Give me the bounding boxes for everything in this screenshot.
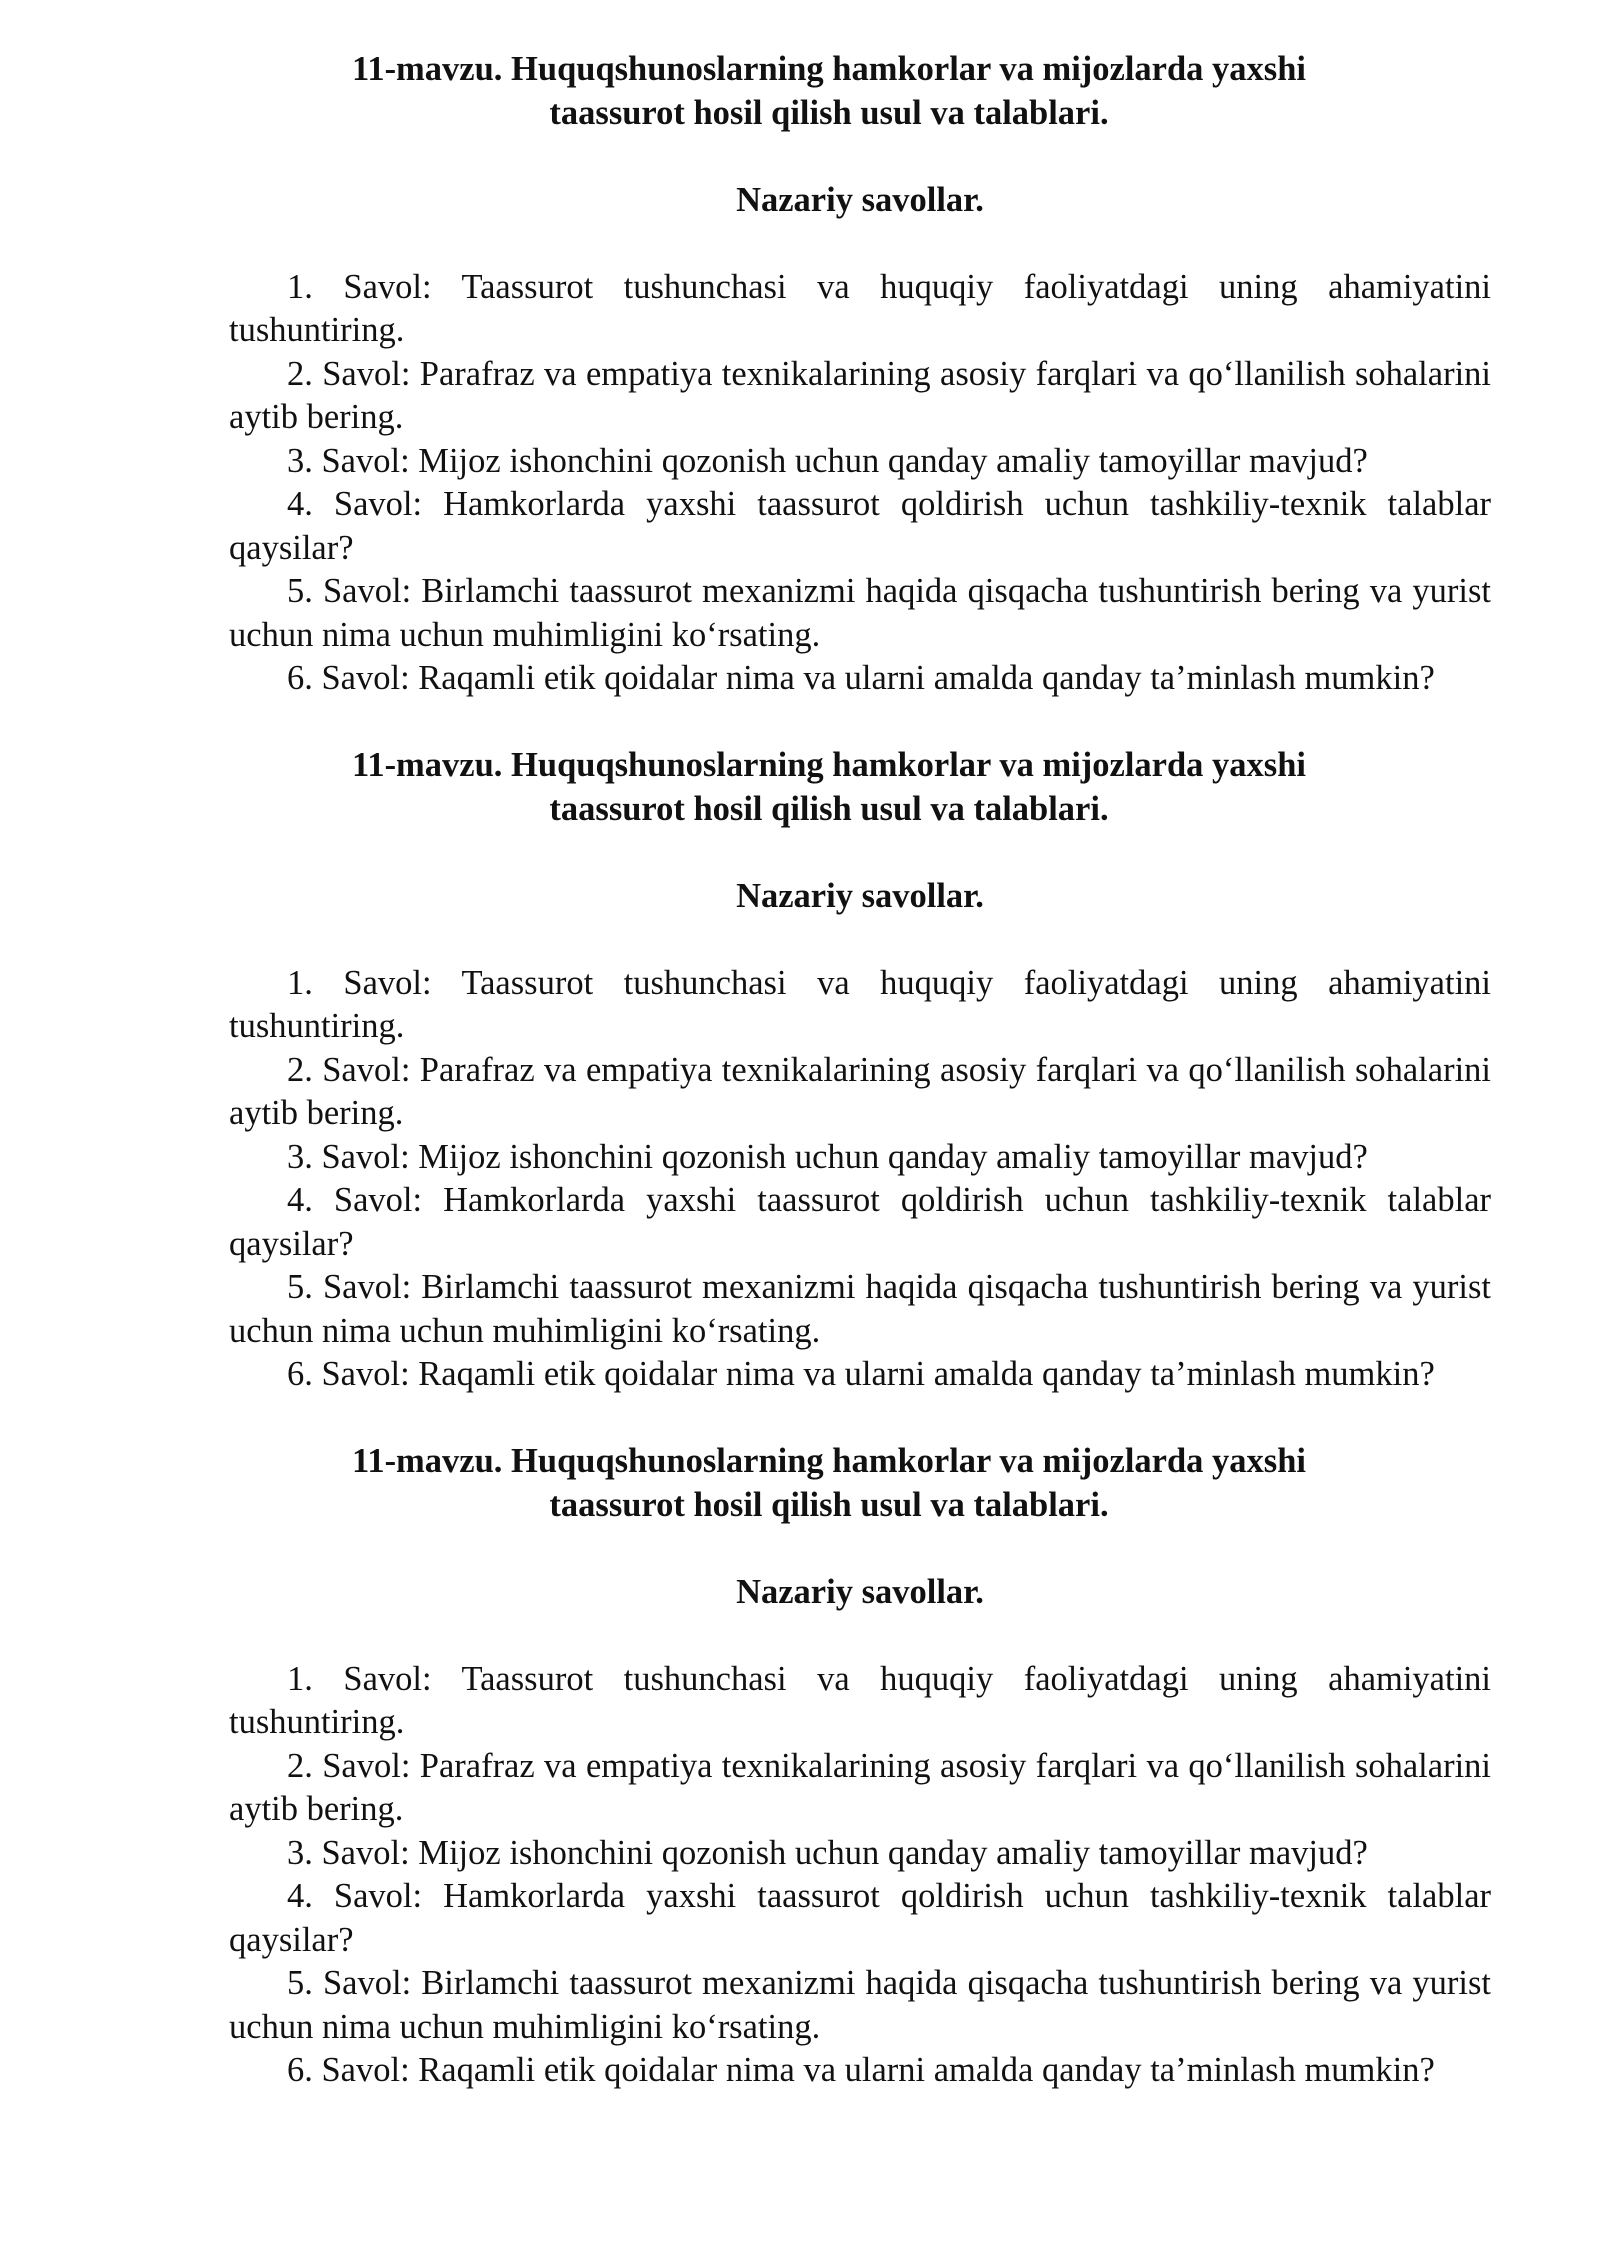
question-list xyxy=(229,266,1491,701)
question-item: 5. Savol: Birlamchi taassurot mexanizmi haqida qisqacha tushuntirish bering va yurist uchun nima uchun muhimligini ko‘rsating. xyxy=(229,1268,1491,1350)
question-item: 1. Savol: Taassurot tushunchasi va huquqiy faoliyatdagi uning ahamiyatini tushuntiring. xyxy=(229,267,1491,349)
topic-title-line-1: 11-mavzu. Huquqshunoslarning hamkorlar va mijozlarda yaxshi xyxy=(351,1442,1307,1480)
question-item: 4. Savol: Hamkorlarda yaxshi taassurot qoldirish uchun tashkiliy-texnik talablar qaysilar? xyxy=(229,1877,1491,1959)
topic-section xyxy=(229,48,1491,701)
question-item: 2. Savol: Parafraz va empatiya texnikalarining asosiy farqlari va qo‘llanilish sohalarini aytib bering. xyxy=(229,1050,1491,1132)
topic-title-line-1: 11-mavzu. Huquqshunoslarning hamkorlar va mijozlarda yaxshi xyxy=(351,50,1307,88)
question-item: 2. Savol: Parafraz va empatiya texnikalarining asosiy farqlari va qo‘llanilish sohalarini aytib bering. xyxy=(229,1746,1491,1828)
question-item: 3. Savol: Mijoz ishonchini qozonish uchun qanday amaliy tamoyillar mavjud? xyxy=(287,1833,1368,1872)
question-item: 6. Savol: Raqamli etik qoidalar nima va ularni amalda qanday ta’minlash mumkin? xyxy=(287,2051,1435,2089)
question-item: 5. Savol: Birlamchi taassurot mexanizmi haqida qisqacha tushuntirish bering va yurist uchun nima uchun muhimligini ko‘rsating. xyxy=(229,1964,1491,2046)
question-item: 5. Savol: Birlamchi taassurot mexanizmi haqida qisqacha tushuntirish bering va yurist uchun nima uchun muhimligini ko‘rsating. xyxy=(229,572,1491,654)
question-item: 2. Savol: Parafraz va empatiya texnikalarining asosiy farqlari va qo‘llanilish sohalarini aytib bering. xyxy=(229,354,1491,436)
topic-title-line-2: taassurot hosil qilish usul va talablari. xyxy=(549,789,1109,828)
topic-section xyxy=(229,1440,1491,2093)
topic-title xyxy=(289,48,1329,135)
topic-title xyxy=(289,744,1329,831)
document-page xyxy=(229,48,1491,2093)
question-item: 6. Savol: Raqamli etik qoidalar nima va ularni amalda qanday ta’minlash mumkin? xyxy=(287,659,1435,697)
question-item: 3. Savol: Mijoz ishonchini qozonish uchun qanday amaliy tamoyillar mavjud? xyxy=(287,441,1368,480)
question-list xyxy=(229,1658,1491,2093)
topic-title-line-2: taassurot hosil qilish usul va talablari. xyxy=(549,1485,1109,1524)
question-item: 4. Savol: Hamkorlarda yaxshi taassurot qoldirish uchun tashkiliy-texnik talablar qaysilar? xyxy=(229,485,1491,567)
question-item: 6. Savol: Raqamli etik qoidalar nima va ularni amalda qanday ta’minlash mumkin? xyxy=(287,1355,1435,1393)
question-item: 3. Savol: Mijoz ishonchini qozonish uchun qanday amaliy tamoyillar mavjud? xyxy=(287,1137,1368,1176)
question-item: 1. Savol: Taassurot tushunchasi va huquqiy faoliyatdagi uning ahamiyatini tushuntiring. xyxy=(229,963,1491,1045)
topic-section xyxy=(229,744,1491,1397)
question-item: 1. Savol: Taassurot tushunchasi va huquqiy faoliyatdagi uning ahamiyatini tushuntiring. xyxy=(229,1659,1491,1741)
question-list xyxy=(229,962,1491,1397)
question-item: 4. Savol: Hamkorlarda yaxshi taassurot qoldirish uchun tashkiliy-texnik talablar qaysilar? xyxy=(229,1181,1491,1263)
questions-subtitle: Nazariy savollar. xyxy=(736,1572,984,1611)
questions-subtitle: Nazariy savollar. xyxy=(736,180,984,219)
topic-title xyxy=(289,1440,1329,1527)
topic-title-line-1: 11-mavzu. Huquqshunoslarning hamkorlar va mijozlarda yaxshi xyxy=(351,746,1307,784)
questions-subtitle: Nazariy savollar. xyxy=(736,876,984,915)
topic-title-line-2: taassurot hosil qilish usul va talablari. xyxy=(549,93,1109,132)
